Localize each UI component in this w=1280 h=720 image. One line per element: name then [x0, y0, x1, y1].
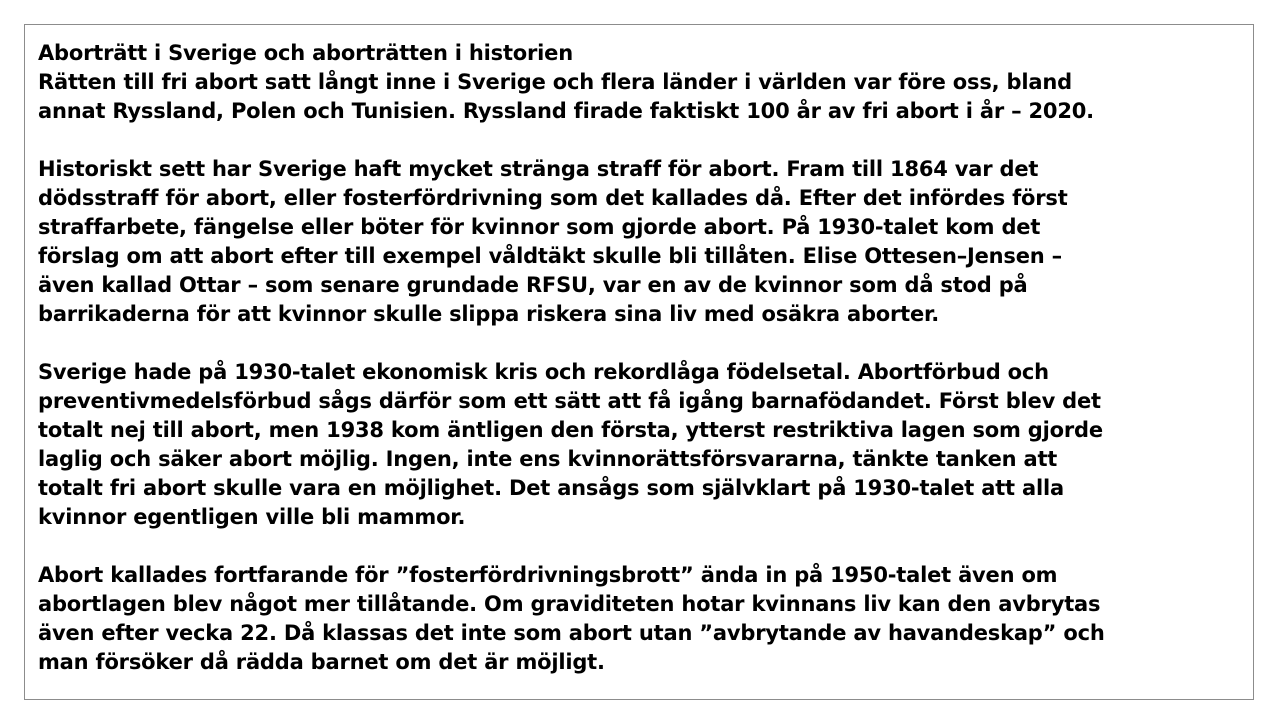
- paragraph-line: även kallad Ottar – som senare grundade RFSU, var en av de kvinnor som då stod på: [38, 273, 1028, 297]
- paragraph-line: laglig och säker abort möjlig. Ingen, inte ens kvinnorättsförsvararna, tänkte tanken att: [38, 447, 1058, 471]
- paragraph-line: även efter vecka 22. Då klassas det inte som abort utan ”avbrytande av havandeskap” och: [38, 621, 1105, 645]
- paragraph-line: totalt fri abort skulle vara en möjlighet. Det ansågs som självklart på 1930-talet att alla: [38, 476, 1064, 500]
- paragraph-gap: [38, 126, 1243, 155]
- document-title: Aborträtt i Sverige och aborträtten i historien: [38, 41, 573, 65]
- paragraph-3: [38, 358, 1243, 532]
- paragraph-line: Rätten till fri abort satt långt inne i Sverige och flera länder i världen var före oss, bland: [38, 70, 1072, 94]
- paragraph-line: totalt nej till abort, men 1938 kom äntligen den första, ytterst restriktiva lagen som gjorde: [38, 418, 1103, 442]
- paragraph-line: annat Ryssland, Polen och Tunisien. Ryssland firade faktiskt 100 år av fri abort i år – 2020.: [38, 99, 1094, 123]
- paragraph-1: [38, 68, 1243, 126]
- text-body: [38, 39, 1243, 677]
- paragraph-line: dödsstraff för abort, eller fosterfördrivning som det kallades då. Efter det infördes först: [38, 186, 1068, 210]
- paragraph-line: Sverige hade på 1930-talet ekonomisk kris och rekordlåga födelsetal. Abortförbud och: [38, 360, 1049, 384]
- paragraph-line: man försöker då rädda barnet om det är möjligt.: [38, 650, 605, 674]
- paragraph-line: straffarbete, fängelse eller böter för kvinnor som gjorde abort. På 1930-talet kom det: [38, 215, 1041, 239]
- paragraph-line: Historiskt sett har Sverige haft mycket stränga straff för abort. Fram till 1864 var det: [38, 157, 1039, 181]
- paragraph-line: abortlagen blev något mer tillåtande. Om graviditeten hotar kvinnans liv kan den avbrytas: [38, 592, 1101, 616]
- paragraph-gap: [38, 532, 1243, 561]
- paragraph-line: barrikaderna för att kvinnor skulle slippa riskera sina liv med osäkra aborter.: [38, 302, 940, 326]
- slide-frame: [24, 24, 1254, 700]
- paragraph-line: förslag om att abort efter till exempel våldtäkt skulle bli tillåten. Elise Ottesen–Jensen –: [38, 244, 1062, 268]
- paragraph-2: [38, 155, 1243, 329]
- paragraph-line: preventivmedelsförbud sågs därför som ett sätt att få igång barnafödandet. Först blev det: [38, 389, 1101, 413]
- paragraph-line: Abort kallades fortfarande för ”fosterfördrivningsbrott” ända in på 1950-talet även om: [38, 563, 1058, 587]
- paragraph-4: [38, 561, 1243, 677]
- paragraph-line: kvinnor egentligen ville bli mammor.: [38, 505, 466, 529]
- paragraph-gap: [38, 329, 1243, 358]
